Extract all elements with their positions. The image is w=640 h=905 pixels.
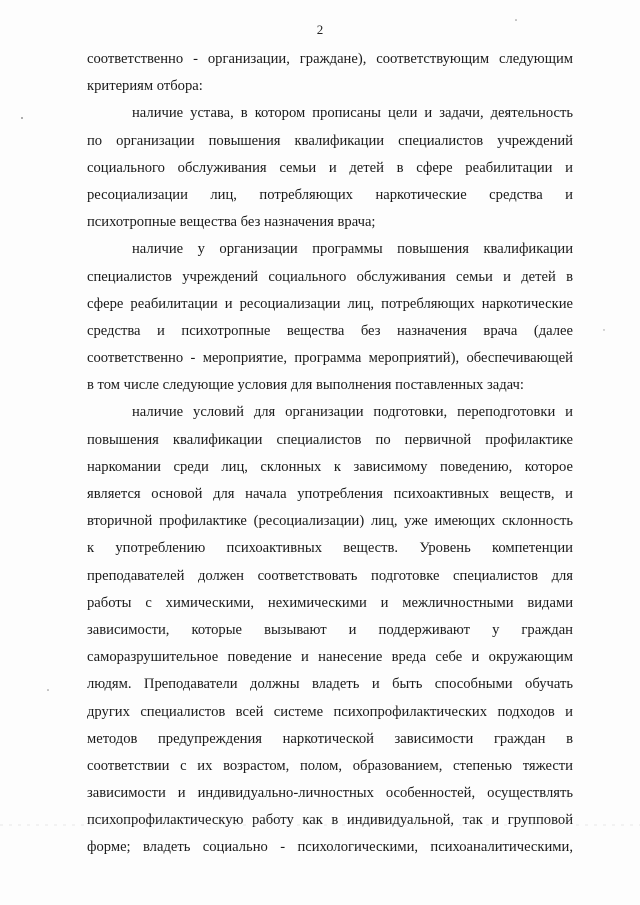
text-line: других специалистов всей системе психопрофилактических подходов и (87, 703, 573, 720)
text-line: психопрофилактическую работу как в индивидуальной, так и групповой (87, 812, 573, 829)
scan-speck (603, 329, 604, 330)
text-line: наличие условий для организации подготовки, переподготовки и (132, 404, 573, 421)
text-line: наличие у организации программы повышения квалификации (132, 241, 573, 258)
text-line: зависимости и индивидуально-личностных особенностей, осуществлять (87, 785, 573, 802)
text-line: психотропные вещества без назначения врача; (87, 214, 376, 231)
scan-speck (47, 689, 49, 691)
text-line: преподавателей должен соответствовать подготовке специалистов для (87, 567, 573, 584)
text-line: наличие устава, в котором прописаны цели и задачи, деятельность (132, 105, 573, 122)
text-line: форме; владеть социально - психологическими, психоаналитическими, (87, 839, 573, 856)
text-line: соответствии с их возрастом, полом, образованием, степенью тяжести (87, 757, 573, 774)
text-line: специалистов учреждений социального обслуживания семьи и детей в (87, 268, 573, 285)
text-line: саморазрушительное поведение и нанесение вреда себе и окружающим (87, 649, 573, 666)
text-line: методов предупреждения наркотической зависимости граждан в (87, 730, 573, 747)
scan-speck (515, 19, 517, 21)
text-line: к употреблению психоактивных веществ. Уровень компетенции (87, 540, 573, 557)
text-line: соответственно - организации, граждане), соответствующим следующим (87, 51, 573, 67)
text-line: наркомании среди лиц, склонных к зависимому поведению, которое (87, 458, 573, 475)
text-line: повышения квалификации специалистов по первичной профилактике (87, 431, 573, 448)
text-line: зависимости, которые вызывают и поддерживают у граждан (87, 621, 573, 638)
text-line: работы с химическими, нехимическими и межличностными видами (87, 594, 573, 611)
text-line: в том числе следующие условия для выполнения поставленных задач: (87, 377, 524, 394)
text-line: социального обслуживания семьи и детей в сфере реабилитации и (87, 159, 573, 176)
text-line: вторичной профилактике (ресоциализации) лиц, уже имеющих склонность (87, 513, 573, 530)
text-line: по организации повышения квалификации специалистов учреждений (87, 132, 573, 149)
text-line: является основой для начала употребления психоактивных веществ, и (87, 486, 573, 502)
page-number: 2 (316, 22, 324, 37)
text-line: критериям отбора: (87, 78, 203, 95)
text-line: средства и психотропные вещества без назначения врача (далее (87, 322, 573, 339)
body-text (87, 46, 573, 862)
text-line: соответственно - мероприятие, программа мероприятий), обеспечивающей (87, 350, 573, 367)
text-line: людям. Преподаватели должны владеть и быть способными обучать (87, 676, 573, 693)
text-line: сфере реабилитации и ресоциализации лиц, потребляющих наркотические (87, 295, 573, 312)
text-line: ресоциализации лиц, потребляющих наркотические средства и (87, 186, 573, 203)
scan-speck (21, 117, 23, 119)
